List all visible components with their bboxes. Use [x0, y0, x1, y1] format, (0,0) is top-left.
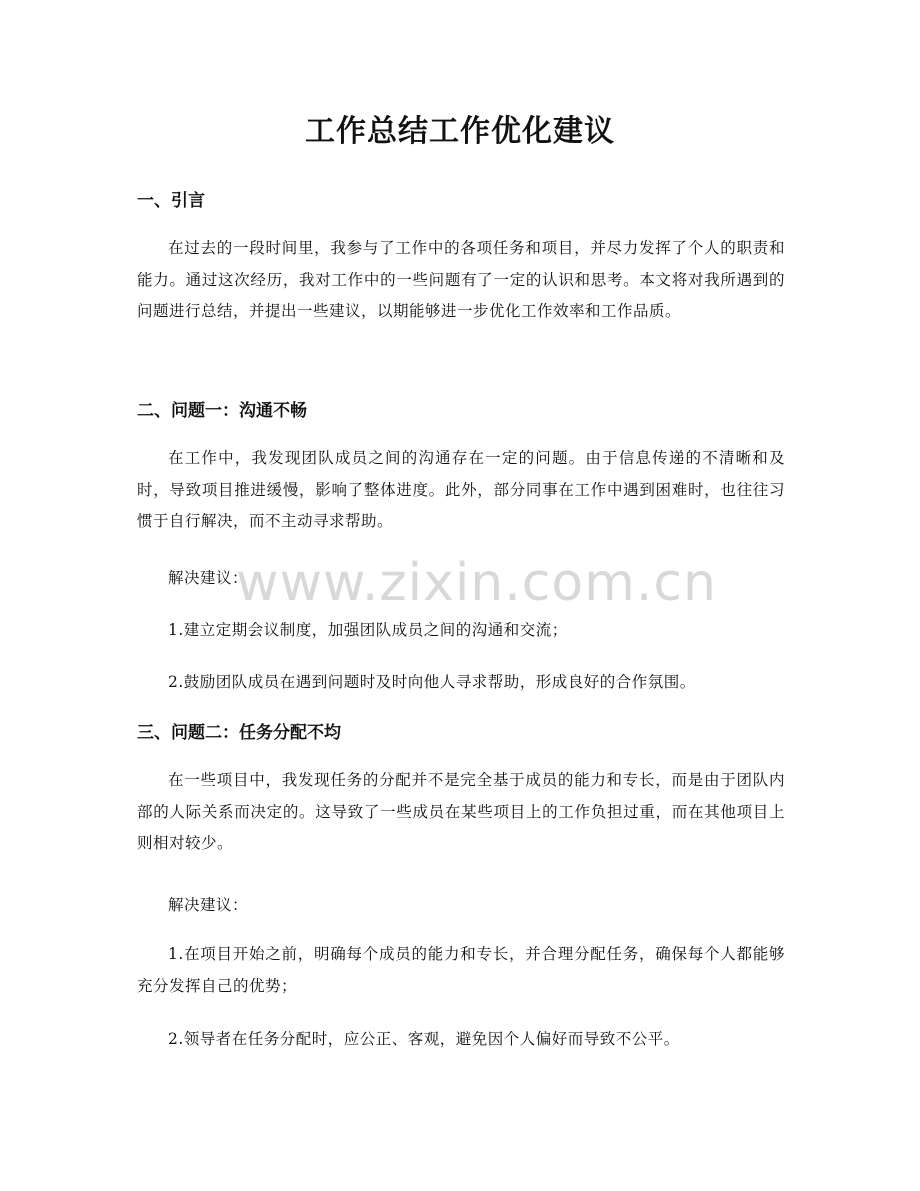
section-heading-intro: 一、引言 [137, 191, 205, 211]
communication-suggest-label: 解决建议： [168, 569, 249, 587]
communication-suggestion-2: 2.鼓励团队成员在遇到问题时及时向他人寻求帮助，形成良好的合作氛围。 [168, 673, 696, 691]
task-allocation-paragraph: 在一些项目中，我发现任务的分配并不是完全基于成员的能力和专长，而是由于团队内部的人际关系而决定的。这导致了一些成员在某些项目上的工作负担过重，而在其他项目上则相对较少。 [137, 771, 785, 852]
section-heading-communication: 二、问题一：沟通不畅 [137, 401, 307, 421]
task-allocation-suggest-label: 解决建议： [168, 896, 249, 914]
section-heading-task-allocation: 三、问题二：任务分配不均 [137, 723, 341, 743]
task-allocation-suggestion-2: 2.领导者在任务分配时，应公正、客观，避免因个人偏好而导致不公平。 [168, 1030, 680, 1048]
communication-paragraph: 在工作中，我发现团队成员之间的沟通存在一定的问题。由于信息传递的不清晰和及时，导致项目推进缓慢，影响了整体进度。此外，部分同事在工作中遇到困难时，也往往习惯于自行解决，而不主动寻求帮助。 [137, 449, 785, 530]
document-title: 工作总结工作优化建议 [305, 114, 615, 149]
task-allocation-suggestion-1: 1.在项目开始之前，明确每个成员的能力和专长，并合理分配任务，确保每个人都能够充分发挥自己的优势； [137, 945, 785, 995]
watermark-text: www.zixin.com.cn [236, 553, 717, 613]
communication-suggestion-1: 1.建立定期会议制度，加强团队成员之间的沟通和交流； [168, 621, 568, 639]
intro-paragraph: 在过去的一段时间里，我参与了工作中的各项任务和项目，并尽力发挥了个人的职责和能力。通过这次经历，我对工作中的一些问题有了一定的认识和思考。本文将对我所遇到的问题进行总结，并提出一些建议，以期能够进一步优化工作效率和工作品质。 [137, 239, 785, 320]
